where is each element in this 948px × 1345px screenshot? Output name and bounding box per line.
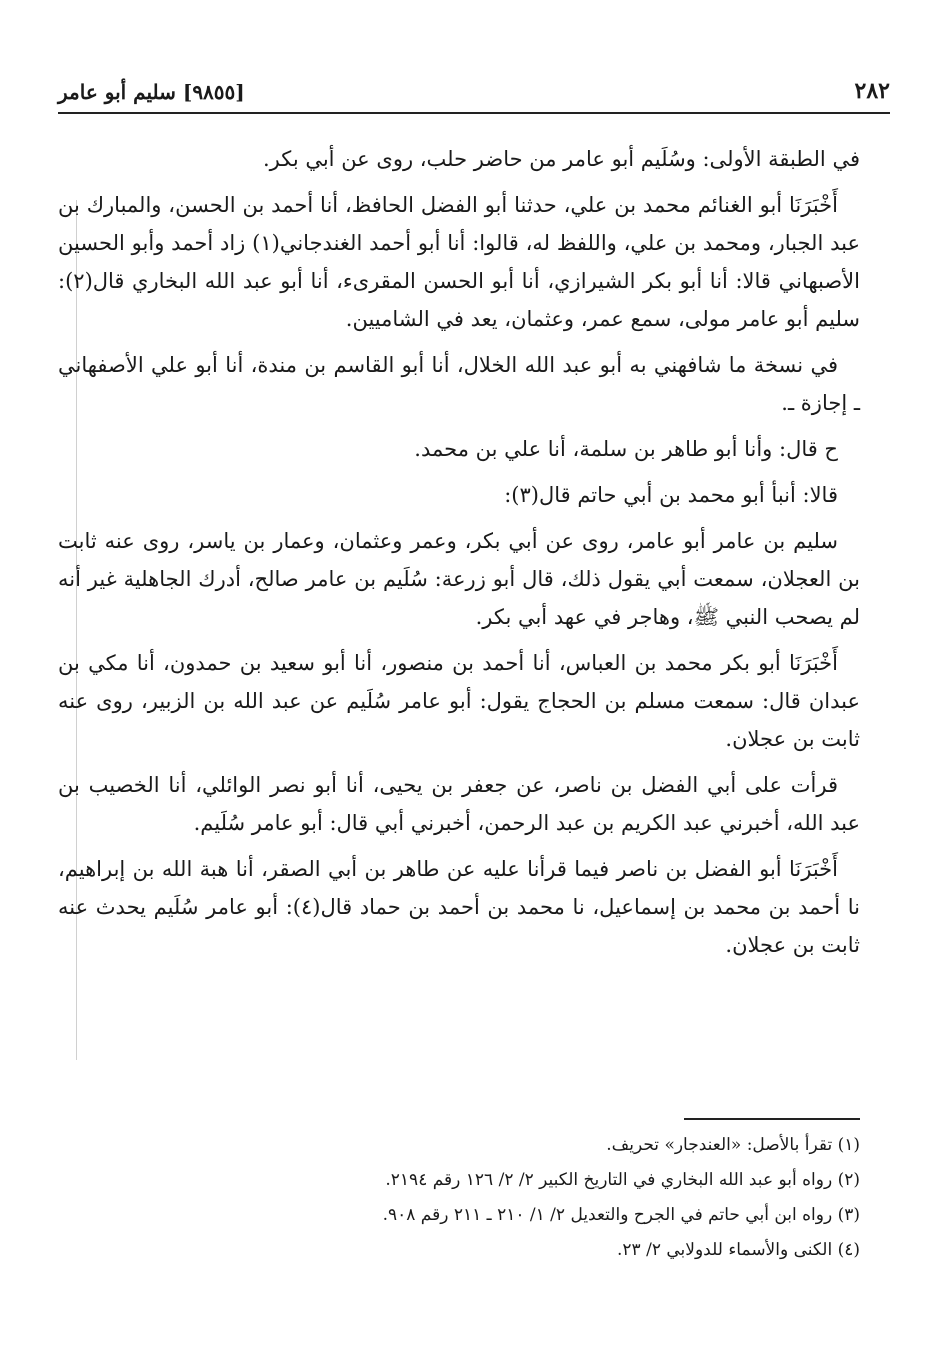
footnote-1: (١) تقرأ بالأصل: «العندجار» تحريف. bbox=[606, 1135, 860, 1155]
footnote-3: (٣) رواه ابن أبي حاتم في الجرح والتعديل ٢/ ١/ ٢١٠ ـ ٢١١ رقم ٩٠٨. bbox=[382, 1205, 860, 1225]
footnote-separator bbox=[684, 1118, 860, 1120]
paragraph-5: قالا: أنبأ أبو محمد بن أبي حاتم قال(٣): bbox=[504, 483, 838, 507]
footnote-2: (٢) رواه أبو عبد الله البخاري في التاريخ الكبير ٢/ ٢/ ١٢٦ رقم ٢١٩٤. bbox=[385, 1170, 860, 1190]
paragraph-1: في الطبقة الأولى: وسُلَيم أبو عامر من حاضر حلب، روى عن أبي بكر. bbox=[262, 147, 860, 171]
entry-title: [٩٨٥٥] سليم أبو عامر bbox=[58, 80, 245, 104]
paragraph-7: أَخْبَرَنَا أبو بكر محمد بن العباس، أنا أحمد بن منصور، أنا أبو سعيد بن حمدون، أنا مكي بن عبدان قال: سمعت مسلم بن الحجاج يقول: أبو عامر سُلَيم عن عبد الله بن الزبير، روى عنه ثابت بن عجلان. bbox=[58, 651, 860, 751]
paragraph-8: قرأت على أبي الفضل بن ناصر، عن جعفر بن يحيى، أنا أبو نصر الوائلي، أنا الخصيب بن عبد الله، أخبرني عبد الكريم بن عبد الرحمن، أخبرني أبي قال: أبو عامر سُلَيم. bbox=[58, 773, 860, 835]
paragraph-4: ح قال: وأنا أبو طاهر بن سلمة، أنا علي بن محمد. bbox=[414, 437, 838, 461]
footnote-4: (٤) الكنى والأسماء للدولابي ٢/ ٢٣. bbox=[617, 1240, 860, 1260]
paragraph-2: أَخْبَرَنَا أبو الغنائم محمد بن علي، حدثنا أبو الفضل الحافظ، أنا أحمد بن الحسن، والمبارك بن عبد الجبار، ومحمد بن علي، واللفظ له، قالوا: أنا أبو أحمد الغندجاني(١) زاد أحمد وأبو الحسين الأصبهاني قالا: أنا أبو بكر الشيرازي، أنا أبو الحسن المقرىء، أنا أبو عبد الله البخاري قال(٢): سليم أبو عامر مولى، سمع عمر، وعثمان، يعد في الشاميين. bbox=[58, 193, 860, 331]
footnotes bbox=[300, 1128, 860, 1268]
paragraph-9: أَخْبَرَنَا أبو الفضل بن ناصر فيما قرأنا عليه عن طاهر بن أبي الصقر، أنا هبة الله بن إبراهيم، نا أحمد بن محمد بن إسماعيل، نا محمد بن أحمد بن حماد قال(٤): أبو عامر سُلَيم يحدث عنه ثابت بن عجلان. bbox=[58, 857, 860, 957]
main-text bbox=[58, 140, 860, 972]
running-head bbox=[58, 78, 890, 114]
page-number: ٢٨٢ bbox=[854, 78, 890, 104]
paragraph-6: سليم بن عامر أبو عامر، روى عن أبي بكر، وعمر وعثمان، وعمار بن ياسر، روى عنه ثابت بن العجلان، سمعت أبي يقول ذلك، قال أبو زرعة: سُلَيم بن عامر صالح، أدرك الجاهلية غير أنه لم يصحب النبي ﷺ، وهاجر في عهد أبي بكر. bbox=[58, 529, 860, 629]
paragraph-3: في نسخة ما شافهني به أبو عبد الله الخلال، أنا أبو القاسم بن مندة، أنا أبو علي الأصفهاني ـ إجازة ـ. bbox=[58, 353, 860, 415]
